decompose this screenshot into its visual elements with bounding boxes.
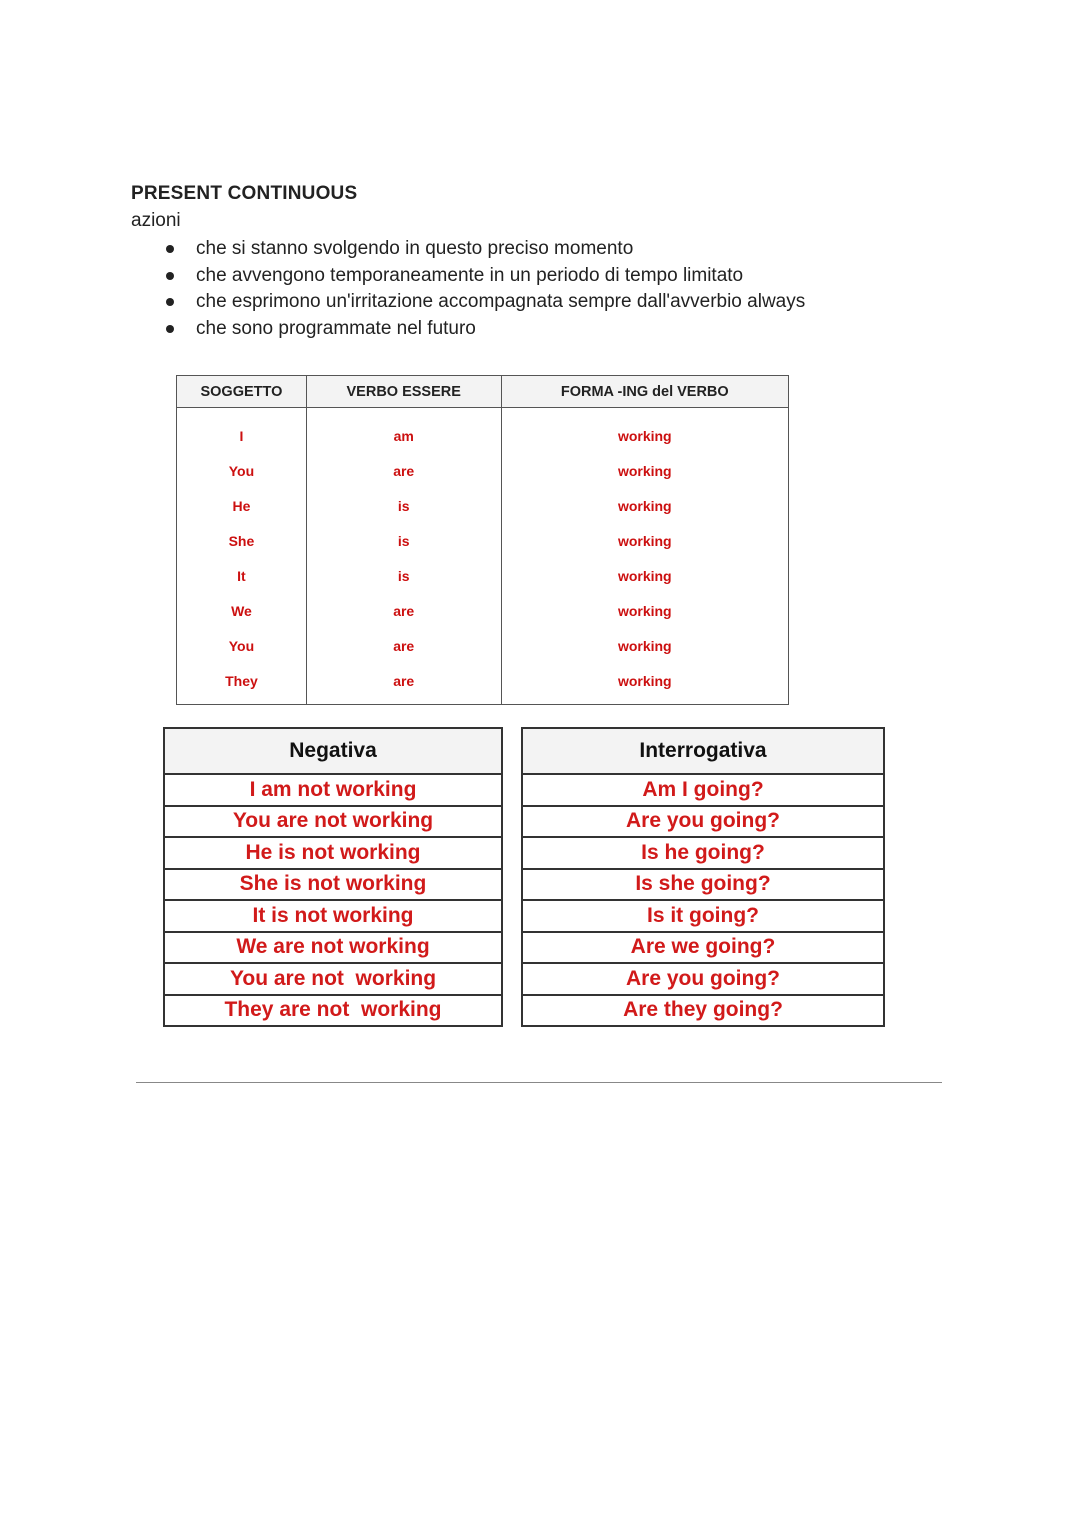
column-header-verb-be: VERBO ESSERE xyxy=(306,376,501,408)
table-row: Is it going? xyxy=(522,900,884,932)
affirmative-table xyxy=(176,375,789,705)
table-row: You are not working xyxy=(164,806,502,838)
table-row: We are working xyxy=(177,593,789,628)
table-header-row xyxy=(522,728,884,774)
table-header-row xyxy=(164,728,502,774)
negative-table xyxy=(163,727,503,1027)
usage-bullet-list xyxy=(160,236,805,342)
table-row: We are not working xyxy=(164,932,502,964)
column-header-ing-form: FORMA -ING del VERBO xyxy=(501,376,788,408)
table-row: It is working xyxy=(177,558,789,593)
table-row: He is working xyxy=(177,488,789,523)
table-row: I am not working xyxy=(164,774,502,806)
subtitle: azioni xyxy=(131,210,181,231)
table-row: They are not working xyxy=(164,995,502,1027)
table-row: You are working xyxy=(177,453,789,488)
table-header-row xyxy=(177,376,789,408)
list-item: che esprimono un'irritazione accompagnata sempre dall'avverbio always xyxy=(160,289,805,316)
bullet-icon xyxy=(166,298,174,306)
table-row: It is not working xyxy=(164,900,502,932)
table-row: You are not working xyxy=(164,963,502,995)
bullet-icon xyxy=(166,272,174,280)
column-header-subject: SOGGETTO xyxy=(177,376,307,408)
bullet-icon xyxy=(166,245,174,253)
table-row: Is he going? xyxy=(522,837,884,869)
table-row: I am working xyxy=(177,408,789,454)
table-row: They are working xyxy=(177,663,789,705)
list-item: che avvengono temporaneamente in un periodo di tempo limitato xyxy=(160,263,805,290)
bullet-icon xyxy=(166,325,174,333)
table-row: You are working xyxy=(177,628,789,663)
horizontal-divider xyxy=(136,1082,942,1083)
list-item: che sono programmate nel futuro xyxy=(160,316,805,343)
interrogative-header: Interrogativa xyxy=(522,728,884,774)
table-row: Are we going? xyxy=(522,932,884,964)
table-row: She is not working xyxy=(164,869,502,901)
table-row: He is not working xyxy=(164,837,502,869)
negative-header: Negativa xyxy=(164,728,502,774)
page-title: PRESENT CONTINUOUS xyxy=(131,183,358,204)
table-row: Are you going? xyxy=(522,806,884,838)
table-row: She is working xyxy=(177,523,789,558)
interrogative-table xyxy=(521,727,885,1027)
list-item: che si stanno svolgendo in questo preciso momento xyxy=(160,236,805,263)
table-row: Am I going? xyxy=(522,774,884,806)
table-row: Is she going? xyxy=(522,869,884,901)
table-row: Are you going? xyxy=(522,963,884,995)
table-row: Are they going? xyxy=(522,995,884,1027)
